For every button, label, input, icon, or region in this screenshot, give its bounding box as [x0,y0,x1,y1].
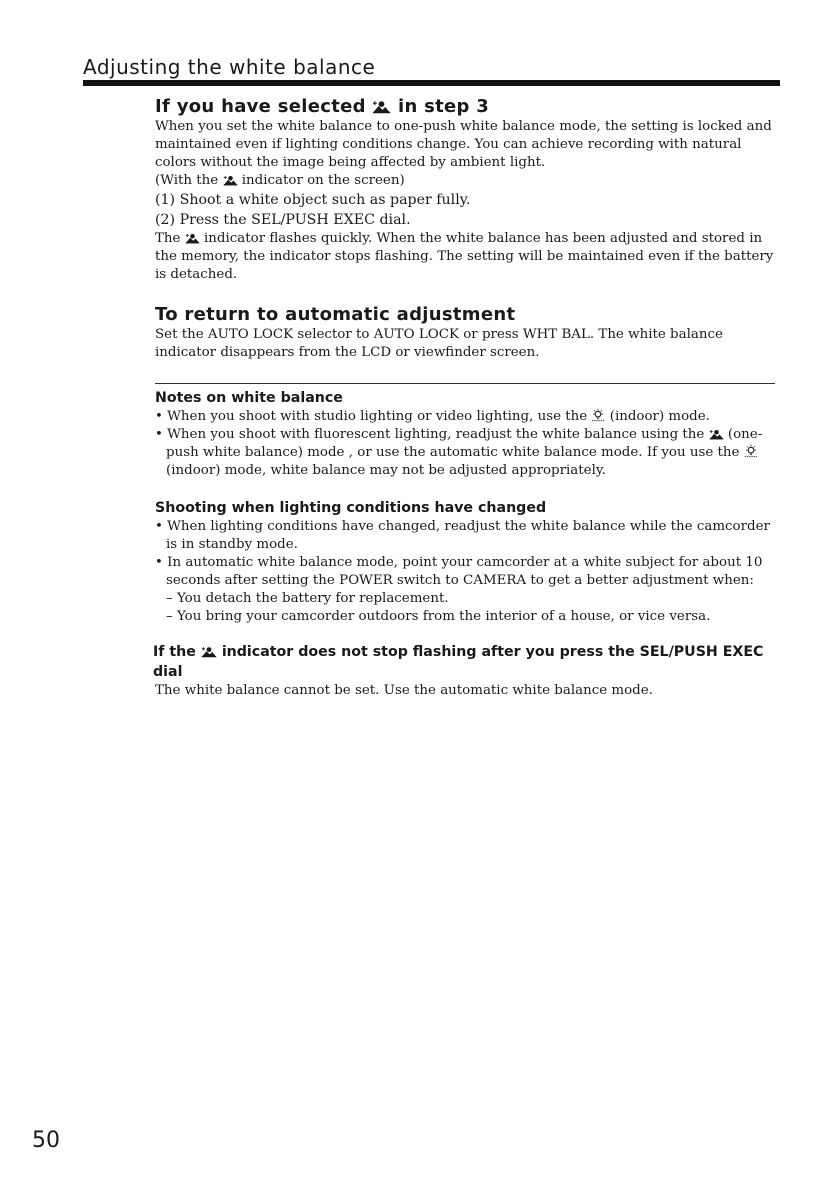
notes-b1-text: When you shoot with studio lighting or video lighting, use the [167,409,588,424]
changed-b1-text: When lighting conditions have changed, readjust the white balance while the camcorder is in standby mode. [166,519,770,552]
step-1: (1) Shoot a white object such as paper fully. [155,192,471,208]
flash-prefix: The [155,231,181,246]
flash-description [155,230,775,284]
notes-b2-mid: (one-push white balance) mode , or use the automatic white balance mode. If you use the [166,427,763,460]
one-push-white-balance-icon [223,175,238,186]
indicator-note-prefix: (With the [155,173,219,188]
flashing-heading-suffix: indicator does not stop flashing after you press the SEL/PUSH EXEC dial [153,644,764,680]
step-2: (2) Press the SEL/PUSH EXEC dial. [155,212,411,228]
one-push-white-balance-icon [709,429,724,440]
return-auto-body: Set the AUTO LOCK selector to AUTO LOCK or press WHT BAL. The white balance indicator disappears from the LCD or viewfinder screen. [155,327,723,360]
notes-divider [155,383,775,384]
flashing-heading [153,642,793,682]
return-auto-heading: To return to automatic adjustment [155,304,516,325]
one-push-heading-prefix: If you have selected [155,96,366,117]
notes-heading: Notes on white balance [155,390,343,406]
notes-bullet-1 [155,408,775,426]
notes-b1-suffix: (indoor) mode. [609,409,710,424]
bullet-marker: • [155,427,163,442]
changed-bullet-2 [155,554,775,590]
bullet-marker: • [155,409,163,424]
flashing-body: The white balance cannot be set. Use the automatic white balance mode. [155,683,653,698]
indicator-note-suffix: indicator on the screen) [241,173,405,188]
changed-dash-2: – You bring your camcorder outdoors from the interior of a house, or vice versa. [166,609,711,624]
one-push-white-balance-icon [372,100,391,114]
page-number: 50 [32,1128,60,1153]
page-title: Adjusting the white balance [83,55,376,79]
one-push-heading [155,96,775,118]
notes-bullet-2 [155,426,775,480]
indicator-note [155,172,775,190]
one-push-white-balance-icon [185,233,200,244]
notes-b2-suffix: (indoor) mode, white balance may not be adjusted appropriately. [166,463,606,478]
flash-suffix: indicator flashes quickly. When the white balance has been adjusted and stored in the memory, the indicator stops flashing. The setting will be maintained even if the battery is detached. [155,231,774,282]
bullet-marker: • [155,519,163,534]
one-push-body: When you set the white balance to one-push white balance mode, the setting is locked and maintained even if lighting conditions change. You can achieve recording with natural colors without the image being affected by ambient light. [155,119,772,170]
title-rule [83,80,780,86]
indoor-bulb-icon [744,444,758,458]
one-push-heading-suffix: in step 3 [397,96,490,117]
flashing-heading-prefix: If the [153,644,196,660]
changed-b2-text: In automatic white balance mode, point your camcorder at a white subject for about 10 seconds after setting the POWER switch to CAMERA to get a better adjustment when: [166,555,763,588]
changed-bullet-1 [155,518,775,554]
page-content [155,96,775,700]
one-push-white-balance-icon [201,646,217,658]
changed-dash-1: – You detach the battery for replacement. [166,591,449,606]
notes-b2-text: When you shoot with fluorescent lighting, readjust the white balance using the [167,427,705,442]
changed-heading: Shooting when lighting conditions have changed [155,500,547,516]
indoor-bulb-icon [591,408,605,422]
bullet-marker: • [155,555,163,570]
